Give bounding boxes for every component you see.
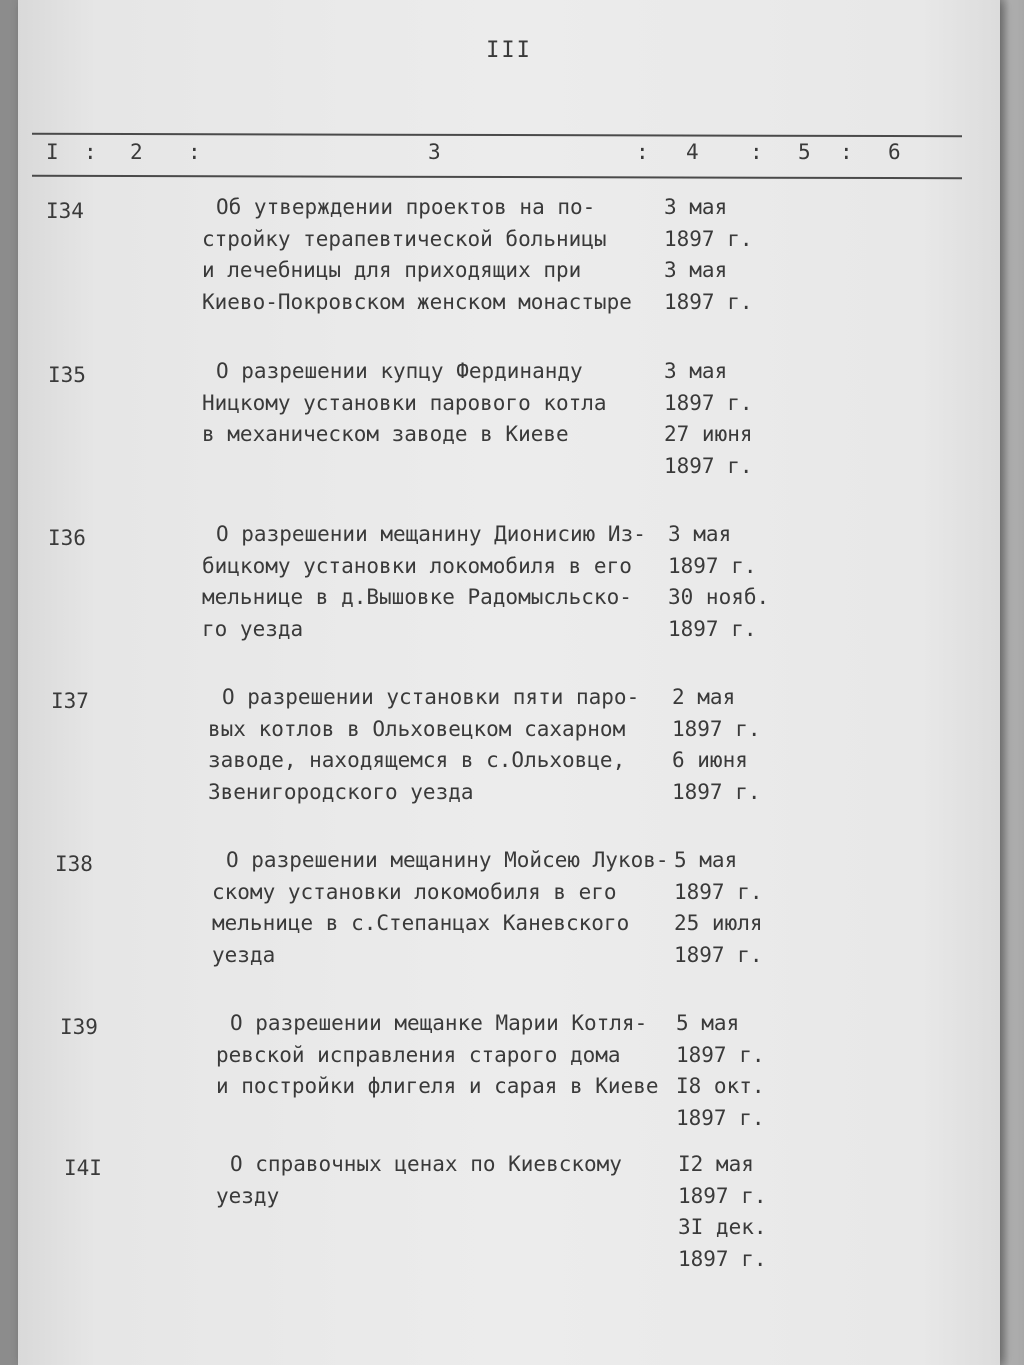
date-year: 1897 г. bbox=[672, 779, 761, 804]
date-day-month: 2 мая bbox=[672, 685, 736, 709]
entry-number: I39 bbox=[60, 1015, 98, 1039]
description-line: заводе, находящемся в с.Ольховце, bbox=[208, 748, 626, 772]
column-separator: : bbox=[84, 140, 97, 164]
description-line: О разрешении мещанину Дионисию Из- bbox=[216, 522, 646, 546]
column-separator: : bbox=[840, 140, 853, 164]
date-day-month: 3 мая bbox=[664, 258, 728, 282]
entry-description bbox=[216, 1008, 659, 1103]
date-day-month: 5 мая bbox=[674, 848, 738, 872]
entry-dates bbox=[672, 682, 761, 808]
date-year: 1897 г. bbox=[664, 390, 753, 415]
entry-number: I35 bbox=[48, 363, 86, 387]
description-line: стройку терапевтической больницы bbox=[202, 226, 607, 251]
entry-description bbox=[202, 192, 632, 318]
entry-description bbox=[202, 519, 646, 645]
date-year: 1897 г. bbox=[674, 942, 763, 967]
column-header-5: 5 bbox=[798, 140, 811, 164]
description-line: Киево-Покровском женском монастыре bbox=[202, 289, 632, 314]
description-line: скому установки локомобиля в его bbox=[212, 879, 617, 904]
description-line: и лечебницы для приходящих при bbox=[202, 258, 582, 282]
entry-number: I34 bbox=[46, 199, 84, 223]
entry-description bbox=[208, 682, 639, 808]
date-year: 1897 г. bbox=[664, 226, 753, 251]
description-line: уезда bbox=[212, 942, 276, 967]
date-day-month: 27 июня bbox=[664, 422, 753, 446]
column-header-1: I bbox=[46, 140, 59, 164]
date-year: 1897 г. bbox=[668, 553, 757, 578]
description-line: мельнице в с.Степанцах Каневского bbox=[212, 911, 630, 935]
date-day-month: 25 июля bbox=[674, 911, 763, 935]
column-separator: : bbox=[750, 140, 763, 164]
description-line: го уезда bbox=[202, 616, 304, 641]
date-year: 1897 г. bbox=[678, 1183, 767, 1208]
date-year: 1897 г. bbox=[664, 453, 753, 478]
table-header-bottom-rule bbox=[32, 175, 962, 179]
entry-dates bbox=[674, 845, 763, 971]
description-line: О справочных ценах по Киевскому bbox=[230, 1152, 622, 1176]
date-day-month: 3 мая bbox=[664, 195, 728, 219]
entry-dates bbox=[664, 192, 753, 318]
description-line: в механическом заводе в Киеве bbox=[202, 422, 569, 446]
date-year: 1897 г. bbox=[678, 1246, 767, 1271]
column-header-3: 3 bbox=[428, 140, 441, 164]
date-year: 1897 г. bbox=[664, 289, 753, 314]
description-line: Об утверждении проектов на по- bbox=[216, 195, 596, 219]
description-line: Ницкому установки парового котла bbox=[202, 390, 607, 415]
description-line: О разрешении мещанке Марии Котля- bbox=[230, 1011, 648, 1035]
table-header-top-rule bbox=[32, 133, 962, 137]
date-day-month: 5 мая bbox=[676, 1011, 740, 1035]
entry-dates bbox=[678, 1149, 767, 1275]
description-line: вых котлов в Ольховецком сахарном bbox=[208, 716, 626, 741]
next-page-edge bbox=[1000, 0, 1024, 1365]
date-day-month: 30 нояб. bbox=[668, 585, 770, 609]
entry-description bbox=[212, 845, 669, 971]
description-line: О разрешении мещанину Мойсею Луков- bbox=[226, 848, 669, 872]
description-line: бицкому установки локомобиля в его bbox=[202, 553, 632, 578]
entry-description bbox=[202, 356, 607, 451]
entry-number: I4I bbox=[64, 1156, 102, 1180]
date-year: 1897 г. bbox=[674, 879, 763, 904]
description-line: О разрешении купцу Фердинанду bbox=[216, 359, 583, 383]
entry-description bbox=[216, 1149, 622, 1212]
date-year: 1897 г. bbox=[672, 716, 761, 741]
column-header-6: 6 bbox=[888, 140, 901, 164]
description-line: ревской исправления старого дома bbox=[216, 1042, 621, 1067]
entry-number: I38 bbox=[55, 852, 93, 876]
date-day-month: 3 мая bbox=[664, 359, 728, 383]
description-line: Звенигородского уезда bbox=[208, 779, 474, 804]
column-header-2: 2 bbox=[130, 140, 143, 164]
date-year: 1897 г. bbox=[668, 616, 757, 641]
date-day-month: 6 июня bbox=[672, 748, 748, 772]
date-day-month: 3 мая bbox=[668, 522, 732, 546]
entry-number: I37 bbox=[51, 689, 89, 713]
entry-dates bbox=[664, 356, 753, 482]
description-line: О разрешении установки пяти паро- bbox=[222, 685, 640, 709]
description-line: мельнице в д.Вышовке Радомысльско- bbox=[202, 585, 632, 609]
column-separator: : bbox=[636, 140, 649, 164]
date-day-month: 3I дек. bbox=[678, 1215, 767, 1239]
date-day-month: I2 мая bbox=[678, 1152, 754, 1176]
description-line: и постройки флигеля и сарая в Киеве bbox=[216, 1074, 659, 1098]
entry-number: I36 bbox=[48, 526, 86, 550]
date-day-month: I8 окт. bbox=[676, 1074, 765, 1098]
column-header-4: 4 bbox=[686, 140, 699, 164]
page-number: III bbox=[486, 38, 532, 63]
entry-dates bbox=[668, 519, 769, 645]
entry-dates bbox=[676, 1008, 765, 1134]
date-year: 1897 г. bbox=[676, 1042, 765, 1067]
description-line: уезду bbox=[216, 1183, 280, 1208]
column-separator: : bbox=[188, 140, 201, 164]
document-page bbox=[18, 0, 1000, 1365]
date-year: 1897 г. bbox=[676, 1105, 765, 1130]
